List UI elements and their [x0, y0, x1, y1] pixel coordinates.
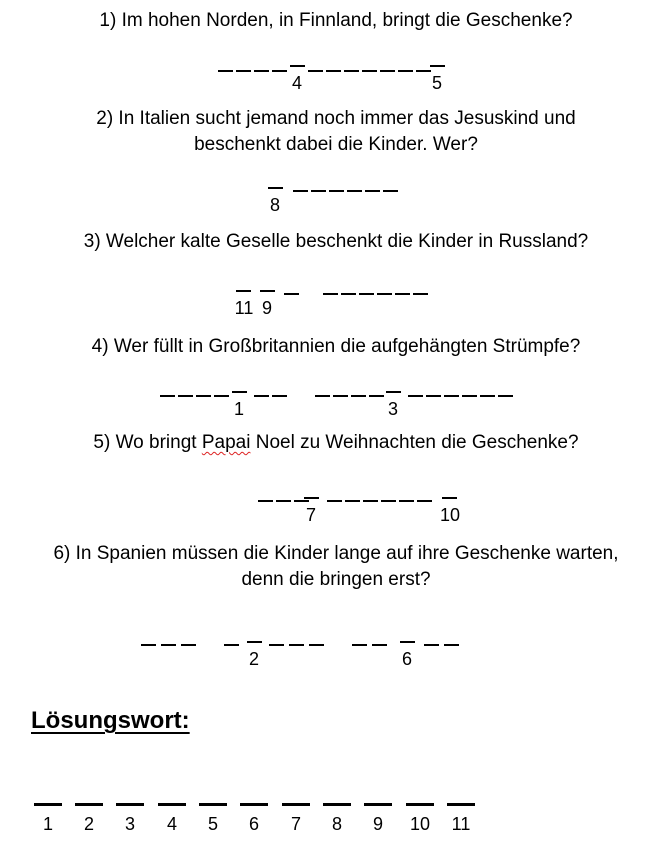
question-3: 3) Welcher kalte Geselle beschenkt die Kinder in Russland?	[83, 231, 589, 252]
blank	[276, 500, 291, 502]
slot-number: 2	[83, 814, 94, 834]
question-4: 4) Wer füllt in Großbritannien die aufgehängten Strümpfe?	[91, 336, 581, 357]
blank	[309, 644, 324, 646]
solution-slot	[282, 803, 310, 843]
blank	[344, 70, 359, 72]
blank	[272, 395, 287, 397]
blank	[381, 500, 396, 502]
blank	[333, 395, 348, 397]
question-2-line-2: beschenkt dabei die Kinder. Wer?	[194, 134, 478, 155]
slot-number: 3	[124, 814, 135, 834]
blank-marked	[430, 65, 445, 67]
blank	[158, 803, 186, 806]
blank	[315, 395, 330, 397]
solution-slot	[34, 803, 62, 843]
blank	[240, 803, 268, 806]
blank	[363, 500, 378, 502]
blank	[323, 293, 338, 295]
blank	[224, 644, 239, 646]
letter-number: 2	[248, 649, 259, 669]
blank	[116, 803, 144, 806]
answer-blanks-2	[0, 184, 672, 224]
blank	[236, 70, 251, 72]
blank	[406, 803, 434, 806]
blank	[417, 500, 432, 502]
blank	[326, 70, 341, 72]
blank	[218, 70, 233, 72]
blank	[498, 395, 513, 397]
letter-number: 8	[269, 195, 280, 215]
blank	[75, 803, 103, 806]
letter-number: 5	[431, 73, 442, 93]
solution-slot	[75, 803, 103, 843]
question-5-text-end: Noel zu Weihnachten die Geschenke?	[250, 432, 579, 453]
question-6-line-1: 6) In Spanien müssen die Kinder lange auf ihre Geschenke warten,	[53, 543, 619, 564]
answer-blanks-5	[0, 494, 672, 534]
blank-marked	[232, 391, 247, 393]
question-2	[0, 106, 672, 158]
slot-number: 11	[451, 814, 471, 834]
blank	[178, 395, 193, 397]
letter-number: 6	[401, 649, 412, 669]
letter-number: 3	[387, 399, 398, 419]
blank	[269, 644, 284, 646]
question-6	[0, 541, 672, 593]
blank	[258, 500, 273, 502]
blank	[352, 644, 367, 646]
letter-number: 11	[234, 298, 254, 318]
blank-marked	[442, 497, 457, 499]
blank-marked	[304, 497, 319, 499]
letter-number: 10	[439, 505, 461, 525]
blank	[308, 70, 323, 72]
solution-slot	[447, 803, 475, 843]
blank	[416, 70, 431, 72]
solution-slot	[199, 803, 227, 843]
blank	[289, 644, 304, 646]
blank	[196, 395, 211, 397]
blank	[362, 70, 377, 72]
blank	[141, 644, 156, 646]
blank	[398, 70, 413, 72]
blank	[294, 500, 309, 502]
blank	[34, 803, 62, 806]
answer-blanks-3	[0, 287, 672, 327]
blank	[462, 395, 477, 397]
blank-marked	[268, 187, 283, 189]
question-2-line-1: 2) In Italien sucht jemand noch immer das Jesuskind und	[96, 108, 576, 129]
slot-number: 5	[207, 814, 218, 834]
letter-number: 1	[233, 399, 244, 419]
blank	[351, 395, 366, 397]
blank	[254, 395, 269, 397]
slot-number: 9	[372, 814, 383, 834]
spellcheck-flagged-word: Papai	[201, 432, 251, 453]
blank-marked	[236, 290, 251, 292]
solution-slot	[323, 803, 351, 843]
blank	[369, 395, 384, 397]
blank-marked	[290, 65, 305, 67]
blank	[329, 190, 344, 192]
blank	[347, 190, 362, 192]
answer-blanks-1	[0, 62, 672, 102]
blank	[377, 293, 392, 295]
solution-slot	[406, 803, 434, 843]
slot-number: 4	[166, 814, 177, 834]
blank	[359, 293, 374, 295]
question-6-line-2: denn die bringen erst?	[241, 569, 431, 590]
solution-slot	[116, 803, 144, 843]
blank-marked	[260, 290, 275, 292]
letter-number: 9	[261, 298, 272, 318]
blank	[323, 803, 351, 806]
slot-number: 1	[42, 814, 53, 834]
question-5	[0, 430, 672, 456]
blank	[293, 190, 308, 192]
answer-blanks-6	[0, 638, 672, 678]
question-1: 1) Im hohen Norden, in Finnland, bringt die Geschenke?	[99, 10, 573, 31]
blank-marked	[386, 391, 401, 393]
solution-slot	[158, 803, 186, 843]
blank	[399, 500, 414, 502]
blank	[272, 70, 287, 72]
blank-marked	[400, 641, 415, 643]
blank	[372, 644, 387, 646]
blank	[327, 500, 342, 502]
blank	[444, 644, 459, 646]
blank-marked	[247, 641, 262, 643]
blank	[365, 190, 380, 192]
slot-number: 10	[409, 814, 431, 834]
blank	[480, 395, 495, 397]
blank	[254, 70, 269, 72]
blank	[282, 803, 310, 806]
blank	[444, 395, 459, 397]
blank	[311, 190, 326, 192]
solution-heading: Lösungswort:	[31, 707, 190, 734]
blank	[447, 803, 475, 806]
blank	[424, 644, 439, 646]
slot-number: 6	[248, 814, 259, 834]
blank	[181, 644, 196, 646]
letter-number: 4	[291, 73, 302, 93]
blank	[426, 395, 441, 397]
blank	[364, 803, 392, 806]
letter-number: 7	[305, 505, 316, 525]
blank	[160, 395, 175, 397]
blank	[341, 293, 356, 295]
blank	[214, 395, 229, 397]
question-5-text-start: 5) Wo bringt	[93, 432, 202, 453]
blank	[383, 190, 398, 192]
slot-number: 7	[290, 814, 301, 834]
blank	[395, 293, 410, 295]
solution-slot	[364, 803, 392, 843]
blank	[161, 644, 176, 646]
blank	[380, 70, 395, 72]
solution-slot	[240, 803, 268, 843]
blank	[345, 500, 360, 502]
slot-number: 8	[331, 814, 342, 834]
blank	[284, 293, 299, 295]
answer-blanks-4	[0, 388, 672, 428]
blank	[413, 293, 428, 295]
blank	[199, 803, 227, 806]
blank	[408, 395, 423, 397]
